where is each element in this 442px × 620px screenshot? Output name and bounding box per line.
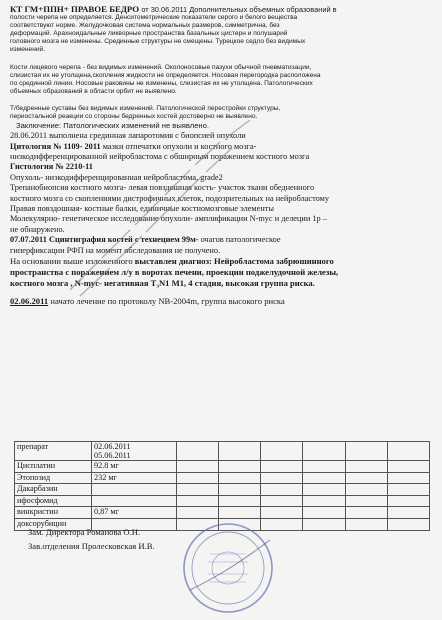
date-end: 05.06.2011 bbox=[94, 451, 131, 460]
drug-dose: 92.8 мг bbox=[92, 461, 177, 473]
ct-heading-rest: от 30.06.2011 Дополнительных объемных образований в bbox=[141, 5, 337, 14]
treatment-date: 02.06.2011 bbox=[10, 296, 49, 306]
drug-dose: 232 мг bbox=[92, 472, 177, 484]
table-cell bbox=[219, 442, 261, 461]
histology-line: Трепанобиопсия костного мозга- левая повздошная кость- участок ткани обедненного bbox=[10, 183, 315, 193]
table-cell bbox=[261, 484, 303, 496]
table-cell bbox=[177, 507, 219, 519]
table-cell bbox=[303, 507, 345, 519]
table-cell bbox=[345, 507, 387, 519]
skull-line: объемных образований в области орбит не выявлено. bbox=[10, 87, 177, 95]
table-cell bbox=[261, 495, 303, 507]
histology-line: не обнаружено. bbox=[10, 224, 65, 234]
table-cell bbox=[387, 472, 429, 484]
table-cell bbox=[387, 461, 429, 473]
signature-deputy: Зам. Директора Романова О.Н. bbox=[28, 527, 141, 537]
skull-line: слизистая их не утолщена,скопления жидкости не определяется. Носовая перегородка расположена bbox=[10, 71, 321, 79]
table-cell bbox=[219, 495, 261, 507]
table-cell bbox=[219, 472, 261, 484]
diagnosis-bold: выставлен диагноз: Нейробластома забрюшинного bbox=[134, 256, 334, 266]
ct-conclusion: Заключение: Патологических изменений не выявлено. bbox=[16, 121, 209, 131]
hip-findings bbox=[10, 105, 434, 121]
table-row bbox=[15, 495, 430, 507]
table-cell bbox=[387, 495, 429, 507]
ct-heading bbox=[10, 4, 434, 14]
ct-findings bbox=[10, 14, 434, 54]
histology-line: Опухоль- низкодифференцированная нейробластома, grade2 bbox=[10, 172, 223, 182]
document-page bbox=[10, 4, 434, 306]
hip-line: периостальной реакции со стороны бедренных костей достоверно не выявлено. bbox=[10, 113, 258, 121]
ct-line: полости черепа не определяется. Денситометрические показатели серого и белого вещества bbox=[10, 14, 298, 22]
table-cell bbox=[261, 507, 303, 519]
table-row bbox=[15, 507, 430, 519]
table-cell bbox=[387, 507, 429, 519]
histology-line: Правая повздошная- костные балки, единичные костномозговые элементы bbox=[10, 203, 274, 213]
diagnosis-block bbox=[10, 256, 434, 289]
table-header-row bbox=[15, 442, 430, 461]
pathology-section bbox=[10, 131, 434, 256]
histology-label: Гистология № 2210-11 bbox=[10, 162, 93, 172]
hip-line: Т/бедренные суставы без видимых изменений. Патологической перестройки структуры, bbox=[10, 104, 281, 112]
surgery-line: 28.06.2011 выполнена срединная лапаротомия с биопсией опухоли bbox=[10, 131, 246, 141]
table-cell bbox=[177, 484, 219, 496]
table-cell bbox=[303, 518, 345, 530]
drug-name: Дакарбазин bbox=[15, 484, 92, 496]
signature-head: Зав.отделения Пролесковская И.В. bbox=[28, 541, 155, 551]
table-cell bbox=[261, 442, 303, 461]
drug-name: ифосфомид bbox=[15, 495, 92, 507]
table-cell bbox=[261, 472, 303, 484]
table-cell bbox=[303, 442, 345, 461]
table-cell bbox=[387, 442, 429, 461]
drug-name: доксорубицин bbox=[15, 518, 92, 530]
table-cell bbox=[177, 495, 219, 507]
table-cell bbox=[387, 484, 429, 496]
table-cell bbox=[345, 461, 387, 473]
table-cell bbox=[261, 461, 303, 473]
table-cell bbox=[177, 442, 219, 461]
histology-line: Молекулярно- генетическое исследование опухоли- амплификации N-myc и делеции 1p – bbox=[10, 214, 327, 224]
table-cell bbox=[219, 507, 261, 519]
chemotherapy-table bbox=[14, 441, 430, 531]
table-cell bbox=[345, 442, 387, 461]
drug-name: Цисплатин bbox=[15, 461, 92, 473]
diagnosis-line: костного мозга , N-myc- негативная T₃N1 M1, 4 стадия, высокая группа риска. bbox=[10, 278, 315, 288]
cytology-line bbox=[10, 142, 434, 152]
drug-dose bbox=[92, 484, 177, 496]
table-cell bbox=[177, 461, 219, 473]
table-cell bbox=[219, 484, 261, 496]
histology-line: костного мозга со скоплениями дистрофичных клеток, подозрительных на нейробластому bbox=[10, 193, 330, 203]
cytology-line-2: низкодифференцированной нейробластома с обширным поражением костного мозга bbox=[10, 151, 310, 161]
table-header-dates bbox=[92, 442, 177, 461]
ct-line: деформаций. Арахноидальные ликворные пространства базальных цистерн и полушарий bbox=[10, 30, 288, 38]
skull-line: по срединной линии. Носовые раковины не изменены, слизистая их не утолщена. Патологических bbox=[10, 79, 313, 87]
treatment-text: начато лечение по протоколу NB-2004m, группа высокого риска bbox=[48, 296, 285, 306]
ct-heading-bold: КТ ГМ+ППН+ ПРАВОЕ БЕДРО bbox=[10, 4, 140, 14]
table-row bbox=[15, 461, 430, 473]
scintigraphy-line-2: гиперфиксации РФП на момент обследования не получено. bbox=[10, 245, 221, 255]
cytology-text: мазки отпечатки опухоли и костного мозга- bbox=[102, 141, 257, 151]
table-cell bbox=[345, 495, 387, 507]
scintigraphy-label: 07.07.2011 Сцинтиграфия костей с технецием 99м- bbox=[10, 235, 199, 245]
skull-findings bbox=[10, 64, 434, 96]
drug-name: винкристин bbox=[15, 507, 92, 519]
table-cell bbox=[303, 484, 345, 496]
table-cell bbox=[303, 472, 345, 484]
diagnosis-line bbox=[10, 256, 434, 267]
table-row bbox=[15, 472, 430, 484]
table-cell bbox=[303, 495, 345, 507]
scintigraphy-line bbox=[10, 235, 434, 245]
table-cell bbox=[177, 472, 219, 484]
scintigraphy-text: очагов патологическое bbox=[198, 235, 281, 245]
ct-line: соответствуют норме. Желудочковая система нормальных размеров, симметрична, без bbox=[10, 22, 280, 30]
cytology-label: Цитология № 1109- 2011 bbox=[10, 141, 101, 151]
table-cell bbox=[219, 461, 261, 473]
ct-line: головного мозга не изменены. Срединные структуры не смещены. Турецкое седло без видимых bbox=[10, 38, 306, 46]
skull-line: Кости лицевого черепа - без видимых изменений. Околоносовые пазухи обычной пневматизации, bbox=[10, 63, 312, 71]
official-stamp bbox=[180, 520, 276, 616]
drug-dose bbox=[92, 495, 177, 507]
table-row bbox=[15, 484, 430, 496]
diagnosis-intro: На основании выше изложенного bbox=[10, 256, 135, 266]
drug-dose: 0,87 мг bbox=[92, 507, 177, 519]
table-cell bbox=[387, 518, 429, 530]
diagnosis-line: пространства с поражением л/у в воротах печени, проекции поджелудочной железы, bbox=[10, 267, 339, 277]
treatment-line bbox=[10, 296, 434, 306]
date-start: 02.06.2011 bbox=[94, 442, 131, 451]
table-cell bbox=[345, 484, 387, 496]
table-header-drug: препарат bbox=[15, 442, 92, 461]
ct-line: изменений. bbox=[10, 46, 46, 54]
table-cell bbox=[345, 472, 387, 484]
table-cell bbox=[303, 461, 345, 473]
table-cell bbox=[345, 518, 387, 530]
drug-name: Этопозид bbox=[15, 472, 92, 484]
